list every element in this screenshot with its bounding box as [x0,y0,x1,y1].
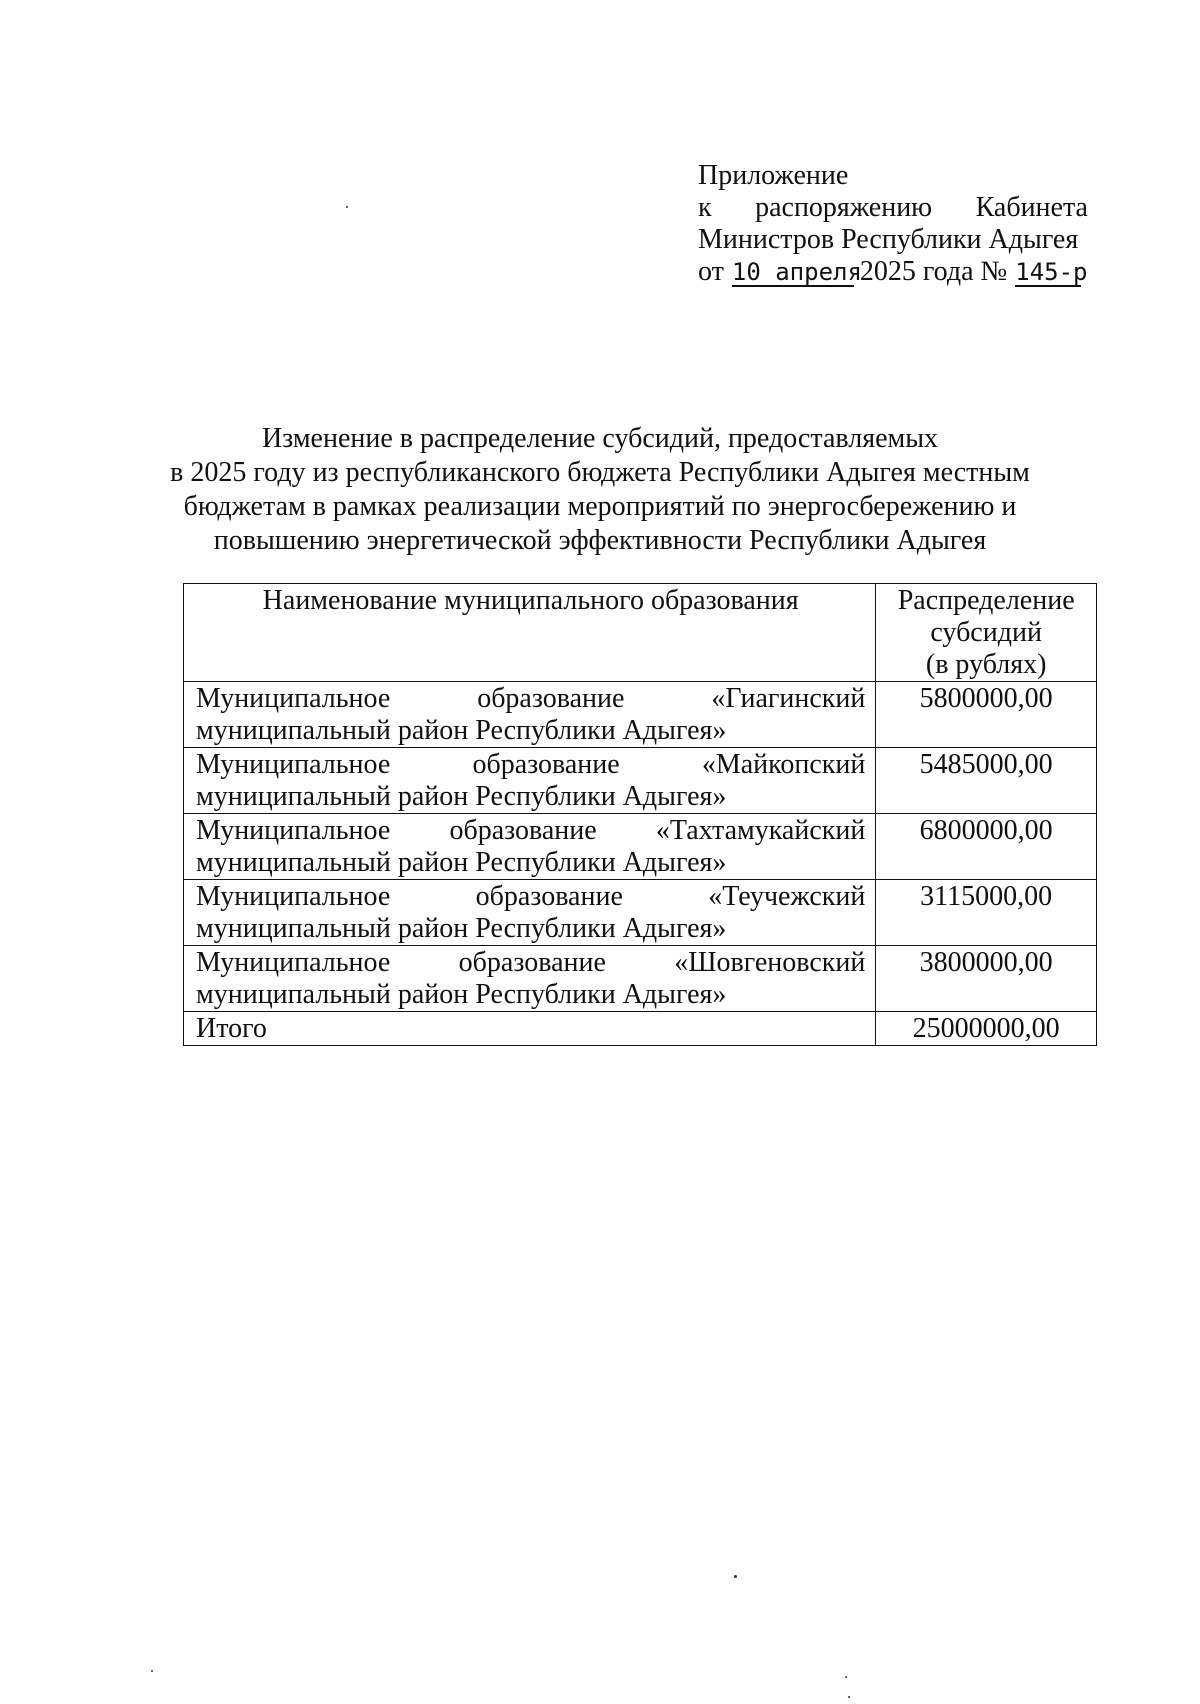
municipality-name-line: Муниципальное образование «Гиагинский [196,683,866,714]
municipality-name-line: муниципальный район Республики Адыгея» [196,847,727,878]
title-line: Изменение в распределение субсидий, предоставляемых [261,423,939,454]
appendix-word-order: распоряжению [755,192,933,223]
appendix-line-order [698,192,1088,224]
table-row [184,682,1097,748]
header-amount-line: (в рублях) [925,649,1047,680]
appendix-block [698,160,1088,288]
document-title [150,422,1050,558]
header-name-cell [184,584,876,682]
scan-speck [845,1676,847,1678]
municipality-name-cell [184,814,876,880]
municipality-name-line: Муниципальное образование «Майкопский [196,749,866,780]
scan-speck [346,206,348,208]
appendix-line-ministers: Министров Республики Адыгея [698,224,1079,255]
scan-speck [151,1670,153,1672]
date-day-month: 10 апреля [731,258,862,286]
header-amount-line: Распределение [897,585,1075,616]
municipality-name-line: Муниципальное образование «Теучежский [196,881,866,912]
subsidy-amount: 3800000,00 [876,946,1097,1012]
municipality-name-cell [184,946,876,1012]
municipality-name-line: муниципальный район Республики Адыгея» [196,913,727,944]
total-amount: 25000000,00 [876,1012,1097,1046]
title-line: повышению энергетической эффективности Республики Адыгея [213,525,987,556]
table-row [184,880,1097,946]
municipality-name-line: муниципальный район Республики Адыгея» [196,781,727,812]
date-prefix: от [698,256,724,287]
appendix-word-k: к [698,192,712,223]
appendix-label: Приложение [698,160,849,191]
municipality-name-cell [184,880,876,946]
table-row [184,946,1097,1012]
municipality-name-line: Муниципальное образование «Шовгеновский [196,947,866,978]
scan-speck [848,1696,850,1698]
title-line: в 2025 году из республиканского бюджета Республики Адыгея местным [170,457,1030,488]
appendix-word-cabinet: Кабинета [975,192,1088,223]
municipality-name-cell [184,682,876,748]
municipality-name-line: муниципальный район Республики Адыгея» [196,715,727,746]
municipality-name-cell [184,748,876,814]
total-label: Итого [184,1012,876,1046]
municipality-name-line: муниципальный район Республики Адыгея» [196,979,727,1010]
header-amount-line: субсидий [930,617,1042,648]
title-line: бюджетам в рамках реализации мероприятий по энергосбережению и [183,491,1017,522]
scan-speck [734,1575,737,1578]
subsidy-amount: 5485000,00 [876,748,1097,814]
subsidy-amount: 6800000,00 [876,814,1097,880]
subsidy-amount: 5800000,00 [876,682,1097,748]
header-amount-cell [876,584,1097,682]
subsidy-table [183,583,1097,1046]
header-name: Наименование муниципального образования [262,585,799,616]
table-row [184,814,1097,880]
subsidy-amount: 3115000,00 [876,880,1097,946]
table-row [184,748,1097,814]
appendix-date-line [698,256,1088,288]
table-header-row [184,584,1097,682]
date-year-text: 2025 года № [859,256,1008,287]
table-total-row [184,1012,1097,1046]
municipality-name-line: Муниципальное образование «Тахтамукайский [196,815,866,846]
order-number: 145-р [1015,258,1088,286]
